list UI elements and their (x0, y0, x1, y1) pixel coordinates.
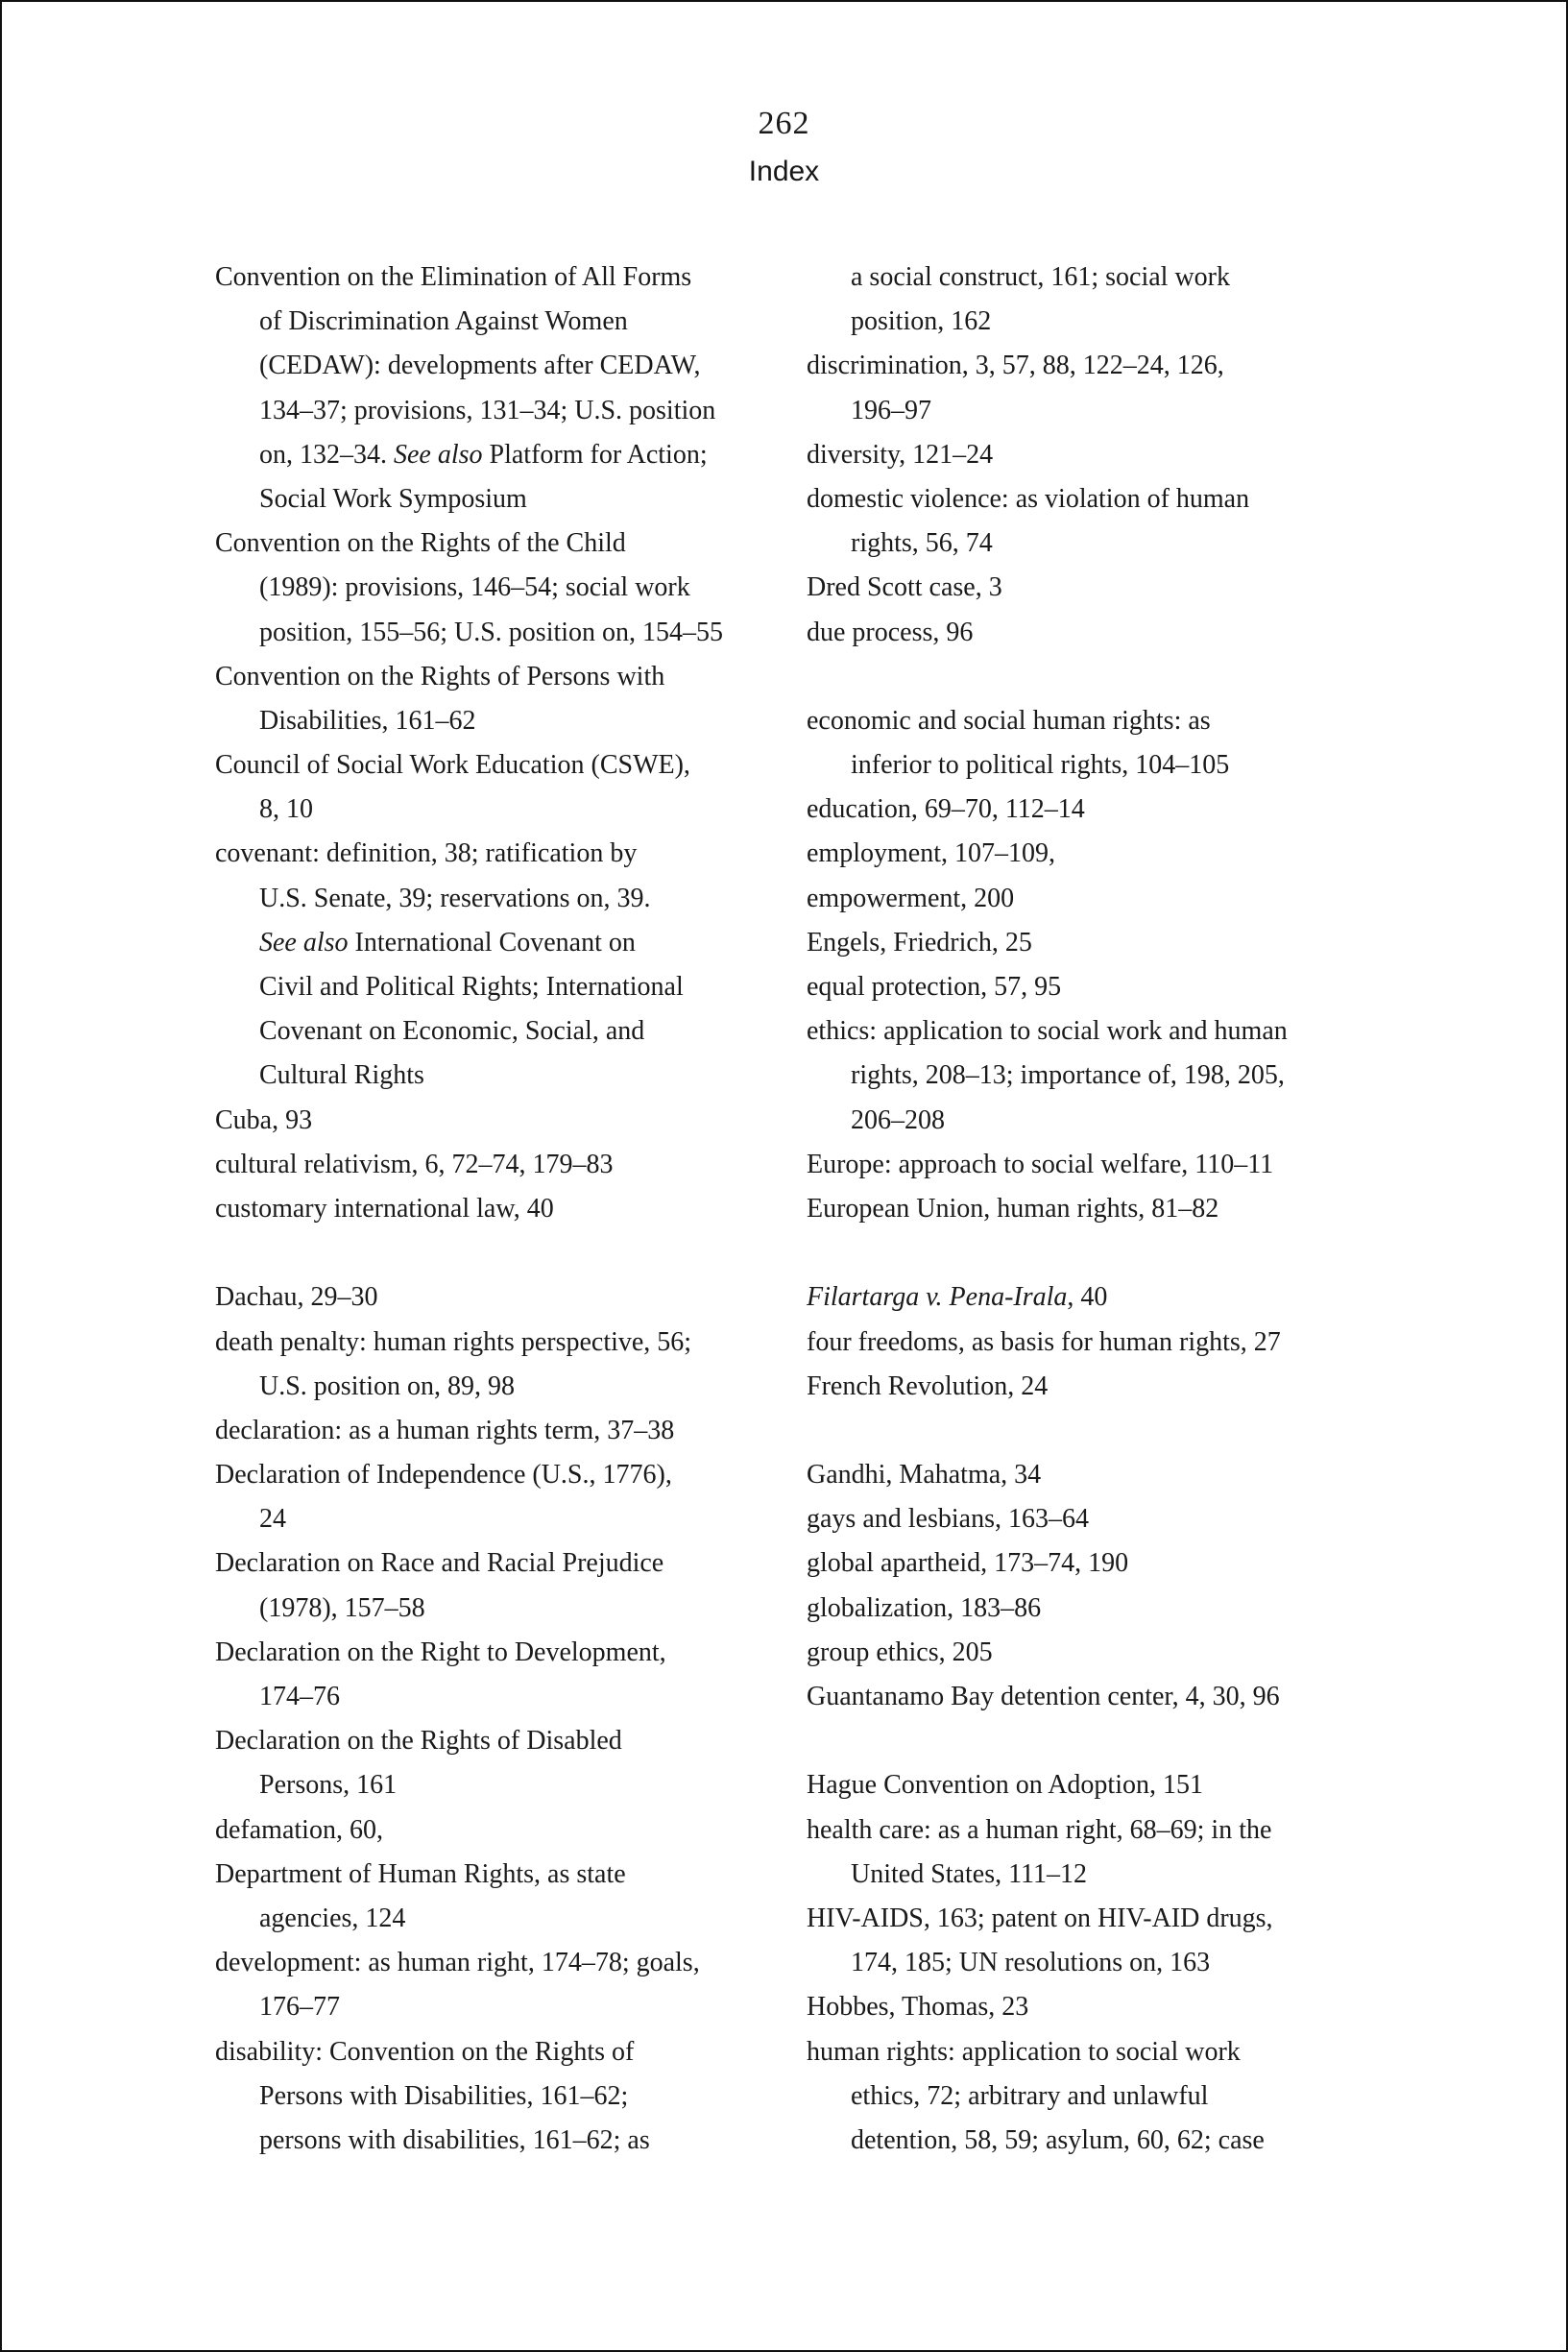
index-line (215, 1631, 796, 1675)
index-line (807, 1763, 1387, 1807)
index-text: Persons, 161 (259, 1770, 398, 1801)
index-line (215, 389, 796, 433)
index-text: ethics, 72; arbitrary and unlawful (851, 2080, 1209, 2111)
index-line (215, 1054, 796, 1098)
index-line (807, 300, 1387, 344)
index-text: rights, 208–13; importance of, 198, 205, (851, 1060, 1285, 1091)
index-text: economic and social human rights: as (807, 705, 1211, 736)
index-text: covenant: definition, 38; ratification by (215, 838, 638, 869)
index-line (807, 1497, 1387, 1541)
index-text: declaration: as a human rights term, 37–38 (215, 1415, 675, 1445)
index-text: U.S. position on, 89, 98 (259, 1370, 516, 1401)
index-text: Engels, Friedrich, 25 (807, 927, 1032, 958)
index-line (807, 1453, 1387, 1497)
index-line (215, 1143, 796, 1187)
index-text: 196–97 (851, 395, 931, 425)
index-line (215, 477, 796, 521)
index-line (215, 1541, 796, 1586)
index-text: Council of Social Work Education (CSWE), (215, 750, 690, 781)
index-line (215, 965, 796, 1009)
index-text: education, 69–70, 112–14 (807, 794, 1085, 825)
index-text: agencies, 124 (259, 1903, 406, 1933)
index-text: position, 155–56; U.S. position on, 154–55 (259, 617, 724, 647)
index-line (215, 433, 796, 477)
index-line (215, 1853, 796, 1897)
index-text: global apartheid, 173–74, 190 (807, 1548, 1129, 1579)
index-text: disability: Convention on the Rights of (215, 2036, 635, 2067)
index-text: Platform for Action; (482, 439, 708, 470)
index-text: Convention on the Rights of the Child (215, 528, 626, 559)
index-line (215, 877, 796, 921)
page-title: Index (748, 156, 820, 187)
index-line (807, 743, 1387, 788)
index-column-right (807, 255, 1387, 2163)
index-text: Convention on the Elimination of All Forms (215, 262, 692, 292)
index-line (215, 1187, 796, 1231)
index-text: gays and lesbians, 163–64 (807, 1504, 1089, 1535)
index-text: United States, 111–12 (851, 1858, 1088, 1889)
index-text: Cultural Rights (259, 1060, 424, 1091)
index-text: (1989): provisions, 146–54; social work (259, 572, 690, 603)
index-text: group ethics, 205 (807, 1637, 993, 1667)
index-text: 174, 185; UN resolutions on, 163 (851, 1948, 1211, 1978)
index-text: Hobbes, Thomas, 23 (807, 1992, 1029, 2023)
index-text: due process, 96 (807, 617, 974, 647)
index-text-italic: Filartarga v. Pena-Irala (807, 1282, 1068, 1313)
index-text: diversity, 121–24 (807, 439, 994, 470)
index-line (807, 2074, 1387, 2119)
index-line (807, 2119, 1387, 2163)
index-line (215, 1719, 796, 1763)
index-line (807, 699, 1387, 743)
index-line (215, 344, 796, 388)
index-line (807, 1541, 1387, 1586)
index-text: 8, 10 (259, 794, 313, 825)
index-line (807, 1365, 1387, 1409)
index-text: Dred Scott case, 3 (807, 572, 1002, 603)
index-text: of Discrimination Against Women (259, 306, 628, 337)
index-line (807, 344, 1387, 388)
index-line (215, 1897, 796, 1941)
index-text: Cuba, 93 (215, 1104, 313, 1135)
index-text: French Revolution, 24 (807, 1370, 1049, 1401)
index-text: Social Work Symposium (259, 483, 527, 514)
index-line (807, 1187, 1387, 1231)
index-line (215, 655, 796, 699)
index-line (215, 1009, 796, 1054)
index-line (807, 1275, 1387, 1320)
index-line (807, 832, 1387, 876)
index-line (215, 521, 796, 566)
index-line (807, 1631, 1387, 1675)
index-line (807, 921, 1387, 965)
index-section (807, 699, 1387, 1231)
index-line (215, 1453, 796, 1497)
index-text: Civil and Political Rights; International (259, 972, 684, 1002)
index-text: Declaration on Race and Racial Prejudice (215, 1548, 664, 1579)
index-text: development: as human right, 174–78; goals, (215, 1948, 700, 1978)
index-text: Covenant on Economic, Social, and (259, 1016, 645, 1047)
index-line (807, 1897, 1387, 1941)
index-text: globalization, 183–86 (807, 1592, 1042, 1623)
index-text: empowerment, 200 (807, 883, 1015, 913)
index-line (215, 1365, 796, 1409)
index-line (807, 1941, 1387, 1985)
index-text: Convention on the Rights of Persons with (215, 661, 665, 691)
index-line (807, 1009, 1387, 1054)
index-text: cultural relativism, 6, 72–74, 179–83 (215, 1149, 614, 1179)
index-line (215, 2074, 796, 2119)
index-line (807, 433, 1387, 477)
index-line (807, 1675, 1387, 1719)
index-line (215, 300, 796, 344)
index-line (215, 566, 796, 610)
index-line (215, 1099, 796, 1143)
index-text: (CEDAW): developments after CEDAW, (259, 351, 701, 381)
index-section (215, 1275, 796, 2163)
index-line (215, 1808, 796, 1853)
index-text: equal protection, 57, 95 (807, 972, 1062, 1002)
index-text: Dachau, 29–30 (215, 1282, 378, 1313)
index-line (807, 611, 1387, 655)
index-line (215, 1321, 796, 1365)
index-line (807, 477, 1387, 521)
index-text: four freedoms, as basis for human rights, 27 (807, 1326, 1281, 1357)
index-text: on, 132–34. (259, 439, 394, 470)
index-line (807, 1587, 1387, 1631)
index-line (215, 1763, 796, 1807)
index-line (215, 921, 796, 965)
index-line (807, 877, 1387, 921)
index-line (215, 1985, 796, 2029)
index-line (807, 521, 1387, 566)
index-text: U.S. Senate, 39; reservations on, 39. (259, 883, 651, 913)
index-line (215, 1497, 796, 1541)
index-text: inferior to political rights, 104–105 (851, 750, 1230, 781)
index-text: Declaration on the Rights of Disabled (215, 1726, 622, 1757)
index-text: Gandhi, Mahatma, 34 (807, 1460, 1042, 1491)
index-text: a social construct, 161; social work (851, 262, 1231, 292)
index-text: Disabilities, 161–62 (259, 705, 476, 736)
index-text: Hague Convention on Adoption, 151 (807, 1770, 1203, 1801)
index-line (215, 699, 796, 743)
index-line (215, 1409, 796, 1453)
index-text: , 40 (1067, 1282, 1108, 1313)
index-section (807, 255, 1387, 655)
index-line (807, 389, 1387, 433)
index-column-left (215, 255, 796, 2163)
index-text: domestic violence: as violation of human (807, 483, 1250, 514)
index-text: defamation, 60, (215, 1814, 383, 1845)
index-text: 176–77 (259, 1992, 340, 2023)
index-line (807, 1808, 1387, 1853)
index-text: European Union, human rights, 81–82 (807, 1193, 1219, 1224)
index-line (807, 1985, 1387, 2029)
index-text: 174–76 (259, 1682, 340, 1711)
page-number: 262 (758, 106, 810, 141)
index-section (807, 1453, 1387, 1719)
index-text: Persons with Disabilities, 161–62; (259, 2080, 629, 2111)
index-line (807, 2030, 1387, 2074)
index-line (807, 965, 1387, 1009)
index-line (215, 1941, 796, 1985)
index-line (807, 566, 1387, 610)
index-text: Department of Human Rights, as state (215, 1858, 626, 1889)
index-section (215, 255, 796, 1231)
index-text: International Covenant on (348, 927, 636, 958)
index-text: Guantanamo Bay detention center, 4, 30, 96 (807, 1682, 1280, 1711)
index-text: employment, 107–109, (807, 838, 1055, 869)
index-text: Declaration of Independence (U.S., 1776), (215, 1460, 672, 1491)
index-text: detention, 58, 59; asylum, 60, 62; case (851, 2124, 1265, 2155)
index-line (215, 255, 796, 300)
index-line (807, 1321, 1387, 1365)
index-text: position, 162 (851, 306, 992, 337)
index-line (215, 611, 796, 655)
index-text: 24 (259, 1504, 286, 1535)
index-line (215, 2030, 796, 2074)
index-text: 206–208 (851, 1104, 945, 1135)
index-text: customary international law, 40 (215, 1193, 554, 1224)
index-text: persons with disabilities, 161–62; as (259, 2124, 650, 2155)
index-section (807, 1275, 1387, 1409)
index-line (807, 255, 1387, 300)
index-text: human rights: application to social work (807, 2036, 1241, 2067)
index-text: discrimination, 3, 57, 88, 122–24, 126, (807, 351, 1224, 381)
index-line (215, 1675, 796, 1719)
index-text: ethics: application to social work and human (807, 1016, 1288, 1047)
index-line (807, 788, 1387, 832)
index-section (807, 1763, 1387, 2163)
index-text: rights, 56, 74 (851, 528, 993, 559)
index-text: Declaration on the Right to Development, (215, 1637, 666, 1667)
index-line (215, 832, 796, 876)
index-text: 134–37; provisions, 131–34; U.S. position (259, 395, 716, 425)
index-line (807, 1853, 1387, 1897)
index-line (807, 1054, 1387, 1098)
index-text: death penalty: human rights perspective, 56; (215, 1326, 692, 1357)
index-text: Europe: approach to social welfare, 110–11 (807, 1149, 1274, 1179)
index-text: health care: as a human right, 68–69; in the (807, 1814, 1272, 1845)
index-line (807, 1143, 1387, 1187)
index-line (215, 743, 796, 788)
index-text: (1978), 157–58 (259, 1592, 425, 1623)
index-text: HIV-AIDS, 163; patent on HIV-AID drugs, (807, 1903, 1273, 1933)
index-text-italic: See also (259, 927, 349, 958)
index-line (215, 1587, 796, 1631)
index-line (215, 1275, 796, 1320)
index-line (215, 2119, 796, 2163)
index-text-italic: See also (394, 439, 483, 470)
index-line (215, 788, 796, 832)
index-line (807, 1099, 1387, 1143)
